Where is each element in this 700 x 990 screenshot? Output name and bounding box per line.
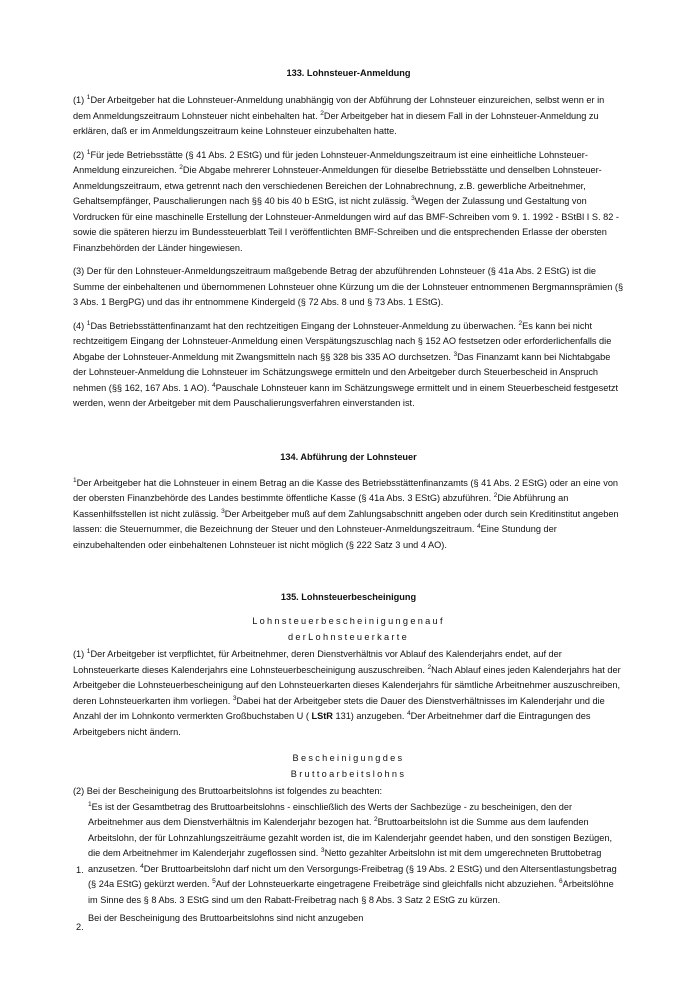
- section-133-title: 133. Lohnsteuer-Anmeldung: [286, 68, 411, 78]
- section-133-paragraph-2: (2) $^1$Für jede Betriebsstätte (§ 41 Abs. 2 EStG) und für jeden Lohnsteuer-Anmeldungszeitraum ist eine einheitliche Lohnsteuer-Anmeldung einzureichen. $^2$Die Abgabe mehrerer Lohnsteuer-Anmeldungen für dieselbe Betriebsstätte und denselben Lohnsteuer-Anmeldungszeitraum, etwa getrennt nach den verschiedenen Bereichen der Lohnabrechnung, z.B. gewerbliche Arbeitnehmer, Gehaltsempfänger, Pauschalierungen nach §§ 40 bis 40 b EStG, ist nicht zulässig. $^3$Wegen der Zulassung und Gestaltung von Vordrucken für eine maschinelle Erstellung der Lohnsteuer-Anmeldungen wird auf das BMF-Schreiben vom 9. 1. 1992 - BStBl I S. 82 - sowie die späteren hierzu im Bundessteuerblatt Teil I veröffentlichten BMF-Schreiben und die entsprechenden Erlasse der obersten Finanzbehörden der Länder hingewiesen.: [73, 148, 619, 253]
- section-134-title: 134. Abführung der Lohnsteuer: [280, 451, 417, 462]
- list-item: [73, 911, 624, 932]
- list-item: [73, 800, 624, 909]
- section-135-title: 135. Lohnsteuerbescheinigung: [280, 592, 417, 602]
- section-135-paragraph-1: (1) $^1$Der Arbeitgeber ist verpflichtet, für Arbeitnehmer, deren Dienstverhältnis vor Ablauf des Kalenderjahrs endet, auf der Lohnsteuerkarte dieses Kalenderjahrs eine Lohnsteuerbescheinigung auszuschreiben. $^2$Nach Ablauf eines jeden Kalenderjahrs hat der Arbeitgeber die Lohnsteuerbescheinigung auf den Lohnsteuerkarten dieses Kalenderjahrs für sämtliche Arbeitnehmer auszuschreiben, deren Lohnsteuerkarten ihm vorliegen. $^3$Dabei hat der Arbeitgeber stets die Dauer des Dienstverhältnisses im Kalenderjahr und die Anzahl der im Lohnkonto vermerkten Großbuchstaben U ( LStR 131) anzugeben. $^4$Der Arbeitnehmer darf die Eintragungen des Arbeitgebers nicht ändern.: [73, 648, 621, 737]
- list-item-text: $^1$Es ist der Gesamtbetrag des Bruttoarbeitslohns - einschließlich des Werts der Sachbezüge - zu bescheinigen, den der Arbeitnehmer aus dem Dienstverhältnis im Kalenderjahr bezogen hat. $^2$Bruttoarbeitslohn ist die Summe aus dem laufenden Arbeitslohn, der für Lohnzahlungszeiträume gezahlt worden ist, die im Kalenderjahr geendet haben, und den sonstigen Bezügen, die dem Arbeitnehmer im Kalenderjahr zugeflossen sind. $^3$Netto gezahlter Arbeitslohn ist mit dem umgerechneten Bruttobetrag anzusetzen. $^4$Der Bruttoarbeitslohn darf nicht um den Versorgungs-Freibetrag (§ 19 Abs. 2 EStG) und den Altersentlastungsbetrag (§ 24a EStG) gekürzt werden. $^5$Auf der Lohnsteuerkarte eingetragene Freibeträge sind gleichfalls nicht abzuziehen. $^6$Arbeitslöhne im Sinne des § 8 Abs. 3 EStG sind um den Rabatt-Freibetrag nach § 8 Abs. 3 Satz 2 EStG zu kürzen.: [88, 800, 617, 905]
- section-133-paragraph-3: (3) Der für den Lohnsteuer-Anmeldungszeitraum maßgebende Betrag der abzuführenden Lohnsteuer (§ 41a Abs. 2 EStG) ist die Summe der einbehaltenen und übernommenen Lohnsteuer ohne Kürzung um die der Lohnsteuer entnommenen Bergmannsprämien (§ 3 Abs. 1 BergPG) und das ihr entnommene Kindergeld (§ 72 Abs. 8 und § 73 Abs. 1 EStG).: [73, 266, 624, 307]
- section-134-paragraph: $^1$Der Arbeitgeber hat die Lohnsteuer in einem Betrag an die Kasse des Betriebsstättenfinanzamts (§ 41 Abs. 2 EStG) oder an eine von der obersten Finanzbehörde des Landes bestimmte öffentliche Kasse (§ 41a Abs. 3 EStG) abzuführen. $^2$Die Abführung an Kassenhilfsstellen ist nicht zulässig. $^3$Der Arbeitgeber muß auf dem Zahlungsabschnitt angeben oder durch sein Kreditinstitut angeben lassen: die Steuernummer, die Bezeichnung der Steuer und den Lohnsteuer-Anmeldungszeitraum. $^4$Eine Stundung der einzubehaltenden oder einbehaltenen Lohnsteuer ist nicht möglich (§ 222 Satz 3 und 4 AO).: [73, 476, 619, 550]
- section-135-paragraph-2-intro: (2) Bei der Bescheinigung des Bruttoarbeitslohns ist folgendes zu beachten:: [73, 786, 382, 796]
- list-item-text: Bei der Bescheinigung des Bruttoarbeitslohns sind nicht anzugeben: [88, 913, 364, 923]
- section-133-paragraph-1: (1) $^1$Der Arbeitgeber hat die Lohnsteuer-Anmeldung unabhängig von der Abführung der Lohnsteuer einzureichen, selbst wenn er in dem Anmeldungszeitraum Lohnsteuer nicht einbehalten hat. $^2$Der Arbeitgeber hat in diesem Fall in der Lohnsteuer-Anmeldung zu erklären, daß er im Anmeldungszeitraum keine Lohnsteuer einzubehalten hatte.: [73, 94, 605, 136]
- lstr-reference: LStR: [311, 711, 333, 721]
- list-item-number: 2.: [76, 922, 84, 932]
- subheading-bruttoarbeitslohn: Bescheinigungdes Bruttoarbeitslohns: [290, 753, 407, 779]
- list-item-number: 1.: [76, 864, 84, 875]
- subheading-lohnsteuerbescheinigungen: Lohnsteuerbescheinigungenauf derLohnsteuerkarte: [252, 616, 445, 642]
- section-133-paragraph-4: (4) $^1$Das Betriebsstättenfinanzamt hat den rechtzeitigen Eingang der Lohnsteuer-Anmeldung zu überwachen. $^2$Es kann bei nicht rechtzeitigem Eingang der Lohnsteuer-Anmeldung einen Verspätungszuschlag nach § 152 AO festsetzen oder erforderlichenfalls die Abgabe der Lohnsteuer-Anmeldung mit Zwangsmitteln nach §§ 328 bis 335 AO durchsetzen. $^3$Das Finanzamt kann bei Nichtabgabe der Lohnsteuer-Anmeldung die Lohnsteuer im Schätzungswege ermitteln und den Arbeitgeber durch Steuerbescheid in Anspruch nehmen (§§ 162, 167 Abs. 1 AO). $^4$Pauschale Lohnsteuer kann im Schätzungswege ermittelt und in einem Steuerbescheid festgesetzt werden, wenn der Arbeitgeber mit dem Pauschalierungsverfahren einverstanden ist.: [73, 319, 619, 408]
